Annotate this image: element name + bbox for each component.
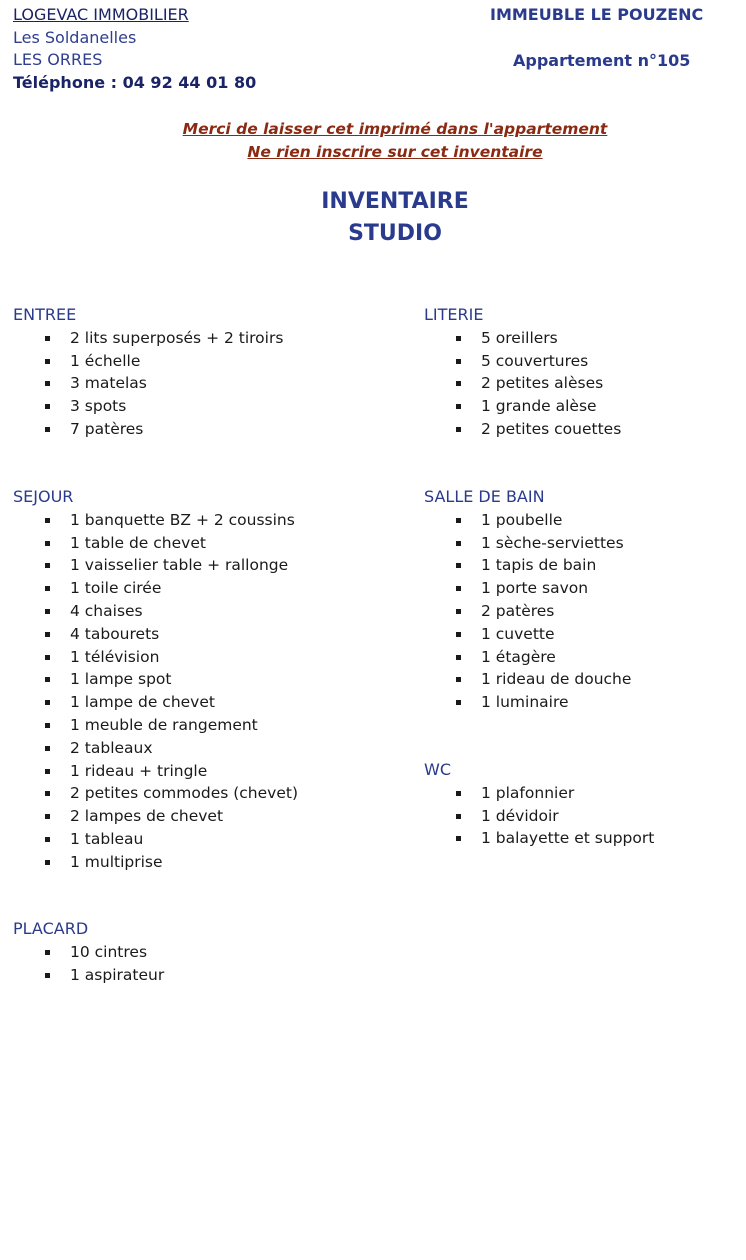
- list-item: [13, 554, 343, 577]
- bullet-icon: [45, 586, 50, 591]
- bullet-icon: [45, 950, 50, 955]
- bullet-icon: [45, 359, 50, 364]
- section-placard: [13, 918, 343, 986]
- list-item: [13, 668, 343, 691]
- item-label: 5 oreillers: [481, 328, 558, 347]
- item-label: 2 tableaux: [70, 738, 153, 757]
- item-label: 2 lits superposés + 2 tiroirs: [70, 328, 284, 347]
- item-list: [13, 327, 343, 441]
- bullet-icon: [456, 563, 461, 568]
- list-item: [13, 532, 343, 555]
- bullet-icon: [45, 655, 50, 660]
- list-item: [424, 554, 746, 577]
- item-label: 7 patères: [70, 419, 144, 438]
- item-list: [424, 509, 746, 714]
- list-item: [13, 395, 343, 418]
- section-heading: SEJOUR: [13, 487, 74, 506]
- section-literie: [424, 304, 746, 441]
- list-item: [424, 782, 746, 805]
- bullet-icon: [45, 791, 50, 796]
- bullet-icon: [456, 586, 461, 591]
- section-heading: PLACARD: [13, 919, 89, 938]
- section-sejour: [13, 486, 343, 874]
- item-list: [13, 941, 343, 987]
- item-list: [424, 327, 746, 441]
- item-label: 1 porte savon: [481, 579, 589, 598]
- bullet-icon: [45, 677, 50, 682]
- list-item: [424, 805, 746, 828]
- bullet-icon: [456, 336, 461, 341]
- bullet-icon: [456, 700, 461, 705]
- document-subtitle: STUDIO: [348, 221, 442, 246]
- bullet-icon: [456, 655, 461, 660]
- bullet-icon: [456, 518, 461, 523]
- item-label: 10 cintres: [70, 942, 148, 961]
- bullet-icon: [45, 541, 50, 546]
- bullet-icon: [45, 814, 50, 819]
- list-item: [13, 964, 343, 987]
- list-item: [13, 418, 343, 441]
- list-item: [13, 327, 343, 350]
- item-label: 1 dévidoir: [481, 806, 559, 825]
- item-label: 1 toile cirée: [70, 579, 162, 598]
- list-item: [13, 782, 343, 805]
- item-label: 1 rideau de douche: [481, 670, 632, 689]
- item-label: 2 petites couettes: [481, 419, 622, 438]
- item-label: 4 chaises: [70, 601, 143, 620]
- list-item: [13, 509, 343, 532]
- list-item: [424, 327, 746, 350]
- bullet-icon: [456, 814, 461, 819]
- list-item: [424, 395, 746, 418]
- item-label: 2 petites commodes (chevet): [70, 784, 298, 803]
- list-item: [424, 646, 746, 669]
- item-label: 1 télévision: [70, 647, 160, 666]
- section-heading: ENTREE: [13, 305, 77, 324]
- list-item: [424, 418, 746, 441]
- document-title: INVENTAIRE: [321, 189, 469, 214]
- list-item: [13, 691, 343, 714]
- item-label: 1 étagère: [481, 647, 556, 666]
- item-label: 1 plafonnier: [481, 783, 575, 802]
- bullet-icon: [456, 359, 461, 364]
- bullet-icon: [45, 427, 50, 432]
- section-heading: WC: [424, 760, 451, 779]
- list-item: [424, 577, 746, 600]
- list-item: [424, 668, 746, 691]
- bullet-icon: [456, 381, 461, 386]
- list-item: [13, 623, 343, 646]
- list-item: [13, 851, 343, 874]
- item-label: 1 rideau + tringle: [70, 761, 208, 780]
- list-item: [13, 577, 343, 600]
- phone-number: Téléphone : 04 92 44 01 80: [13, 73, 257, 93]
- bullet-icon: [456, 609, 461, 614]
- notice-line-1: Merci de laisser cet imprimé dans l'appartement: [182, 120, 608, 138]
- item-label: 1 cuvette: [481, 624, 555, 643]
- item-label: 1 balayette et support: [481, 829, 655, 848]
- item-label: 1 multiprise: [70, 852, 163, 871]
- list-item: [13, 828, 343, 851]
- item-label: 1 luminaire: [481, 693, 569, 712]
- item-label: 2 lampes de chevet: [70, 807, 224, 826]
- item-label: 2 patères: [481, 601, 555, 620]
- item-label: 1 poubelle: [481, 510, 563, 529]
- bullet-icon: [45, 700, 50, 705]
- bullet-icon: [45, 336, 50, 341]
- item-label: 1 sèche-serviettes: [481, 533, 624, 552]
- section-wc: [424, 759, 746, 850]
- list-item: [13, 372, 343, 395]
- item-label: 3 matelas: [70, 374, 147, 393]
- item-label: 5 couvertures: [481, 351, 589, 370]
- bullet-icon: [45, 769, 50, 774]
- bullet-icon: [456, 836, 461, 841]
- section-heading: SALLE DE BAIN: [424, 487, 545, 506]
- item-list: [424, 782, 746, 850]
- bullet-icon: [456, 677, 461, 682]
- bullet-icon: [45, 518, 50, 523]
- list-item: [424, 827, 746, 850]
- bullet-icon: [45, 723, 50, 728]
- bullet-icon: [45, 609, 50, 614]
- bullet-icon: [45, 404, 50, 409]
- list-item: [13, 714, 343, 737]
- bullet-icon: [456, 541, 461, 546]
- item-label: 1 meuble de rangement: [70, 715, 258, 734]
- item-list: [13, 509, 343, 874]
- list-item: [424, 372, 746, 395]
- bullet-icon: [456, 427, 461, 432]
- item-label: 1 lampe de chevet: [70, 693, 215, 712]
- item-label: 1 lampe spot: [70, 670, 172, 689]
- bullet-icon: [45, 860, 50, 865]
- bullet-icon: [45, 381, 50, 386]
- list-item: [424, 600, 746, 623]
- list-item: [13, 646, 343, 669]
- building-name: IMMEUBLE LE POUZENC: [490, 5, 704, 24]
- bullet-icon: [45, 973, 50, 978]
- list-item: [13, 805, 343, 828]
- bullet-icon: [45, 632, 50, 637]
- section-heading: LITERIE: [424, 305, 484, 324]
- address-line-2: LES ORRES: [13, 50, 103, 70]
- item-label: 1 banquette BZ + 2 coussins: [70, 510, 295, 529]
- address-line-1: Les Soldanelles: [13, 27, 137, 47]
- company-name: LOGEVAC IMMOBILIER: [13, 5, 189, 24]
- list-item: [13, 600, 343, 623]
- section-entree: [13, 304, 343, 441]
- list-item: [13, 350, 343, 373]
- item-label: 2 petites alèses: [481, 374, 604, 393]
- bullet-icon: [45, 563, 50, 568]
- item-label: 1 tapis de bain: [481, 556, 597, 575]
- list-item: [424, 691, 746, 714]
- item-label: 1 échelle: [70, 351, 141, 370]
- bullet-icon: [45, 837, 50, 842]
- bullet-icon: [456, 632, 461, 637]
- list-item: [424, 623, 746, 646]
- list-item: [424, 509, 746, 532]
- item-label: 1 vaisselier table + rallonge: [70, 556, 289, 575]
- list-item: [13, 737, 343, 760]
- item-label: 3 spots: [70, 397, 127, 416]
- item-label: 4 tabourets: [70, 624, 160, 643]
- item-label: 1 tableau: [70, 829, 144, 848]
- item-label: 1 table de chevet: [70, 533, 206, 552]
- bullet-icon: [456, 404, 461, 409]
- list-item: [13, 941, 343, 964]
- section-salle-de-bain: [424, 486, 746, 714]
- list-item: [424, 532, 746, 555]
- agency-header: [13, 4, 256, 95]
- list-item: [13, 760, 343, 783]
- bullet-icon: [45, 746, 50, 751]
- notice-line-2: Ne rien inscrire sur cet inventaire: [247, 143, 543, 161]
- item-label: 1 aspirateur: [70, 965, 165, 984]
- bullet-icon: [456, 791, 461, 796]
- item-label: 1 grande alèse: [481, 397, 597, 416]
- apartment-number: Appartement n°105: [513, 51, 691, 70]
- list-item: [424, 350, 746, 373]
